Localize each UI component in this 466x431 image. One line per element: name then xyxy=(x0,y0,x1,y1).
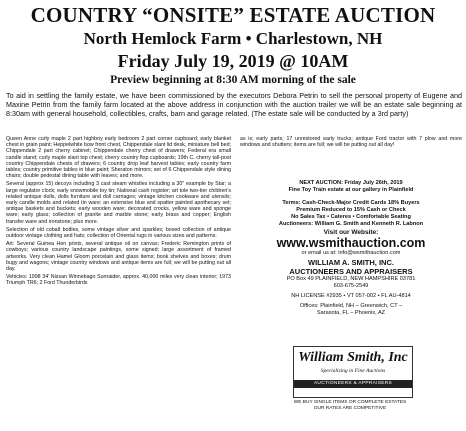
footer-line-1: WE BUY SINGLE ITEMS OR COMPLETE ESTATES xyxy=(293,400,407,405)
offices-line-2: Sarasota, FL – Phoenix, AZ xyxy=(316,310,386,316)
art-paragraph: Art: Several Guinea Hen prints, several antique oil on canvas; Frederic Remington prints of cowboys; various country landscape paintings, some signed; large assortment of framed artworks. Very clean Hamel Gloom porcelain and glass items; book shelves and boxes; drum bugy and wagons; vintage country windows and antique items are full; we will be putting out all day. xyxy=(6,241,231,273)
vehicles-paragraph: Vehicles: 1998 34' Nissan Winnebago Sunraider, approx. 40,000 miles very clean interior; 1973 Triumph TR6; 2 Ford Thunderbirds xyxy=(6,274,231,287)
website-label: Visit our Website: xyxy=(323,229,379,236)
company-name: WILLIAM A. SMITH, INC. xyxy=(308,258,394,267)
logo-name: William Smith, Inc xyxy=(298,350,408,365)
logo-band: AUCTIONEERS & APPRAISERS xyxy=(294,380,412,388)
terms-line-2: Premium Reduced to 15% Cash or Check xyxy=(296,207,406,213)
decoys-paragraph: Several (approx 15) decoys including 3 cast steam whistles including a 30" example by Star; a large regulator clock; early snowmobile toy tin; National cash register; art tole two-tier children's related antique dolls, dolls furniture and doll carriages; vintage kitchen cookware and utensils; early candle molds and related tin ware; an extensive blue and spatter painted apothecary set; antique baskets and buckets; early wooden ware; decorated crocks, yellow ware and sponge ware; early glass; collection of granite and marble stone; early brass and copper; English transfer ware and ironstone; plus more. xyxy=(6,181,231,225)
company-logo xyxy=(293,346,413,398)
website-link[interactable]: www.wsmithauction.com xyxy=(276,236,426,250)
intro-paragraph: To aid in settling the family estate, we have been commissioned by the executors Debora Petrin to sell the personal property of Eugene and Maxine Petrin from the family farm located at the above address in conjunction with the auction trailer we will be an estate sale beginning at 8:30am with general household, collectibles, crafts, barn and garage related. (The estate sale will be conducted by a 3rd party) xyxy=(6,91,462,118)
auction-info-block xyxy=(240,180,462,317)
furniture-paragraph: Queen Anne curly maple 2 part highboy early bedroom 2 part corner cupboard; early blanket chest in grain paint; Heppelwhite bow front chest, Chippendale slant lid desk, miniature bell bed; Chippendale 2 part cherry cabinet; Chippendale cherry chest of drawers; Federal era small candle stand; curly maple slant top chest; cherry country flop cupboards; 19th C. cherry tall-post country Chippendale chests of drawers; 6 country drop leaf harvest tables; early country farm tables; country primitive tables in blue paint; Sheraton mirrors; set of 6 Chippendale style dining chairs; double pedestal dining table with leaves; and more. xyxy=(6,136,231,180)
footer-line-2: OUR RATES ARE COMPETITIVE xyxy=(313,406,387,411)
preview-time: Preview beginning at 8:30 AM morning of the sale xyxy=(110,74,356,86)
company-address: PO Box 49 PLAINFIELD, NEW HAMPSHIRE 03781 xyxy=(286,276,416,282)
vehicles-continued: as is; early parts; 17 unrestored early trucks; antique Ford tractor with 7 plow and more windows and shutters; items are full; we will be putting out all day! xyxy=(240,136,462,149)
company-phone: 603-675-2549 xyxy=(333,283,369,289)
license-line: NH LICENSE #2935 • VT 057-002 • FL AU-4814 xyxy=(291,293,411,299)
company-subtitle: AUCTIONEERS AND APPRAISERS xyxy=(289,266,413,276)
next-auction-heading: NEXT AUCTION: Friday July 26th, 2019 xyxy=(299,180,403,186)
next-auction-detail: Fine Toy Train estate at our gallery in Plainfield xyxy=(288,187,414,193)
footer-note xyxy=(265,400,435,412)
item-listing-column xyxy=(6,136,231,428)
auction-location: North Hemlock Farm • Charlestown, NH xyxy=(83,29,383,48)
auctioneers-line: Auctioneers: William G. Smith and Kenneth R. Labnon xyxy=(278,221,424,227)
terms-line-3: No Sales Tax • Cateres • Comfortable Seating xyxy=(291,214,411,220)
offices-line-1: Offices: Plainfield, NH – Greenwich, CT – xyxy=(299,303,403,309)
logo-tagline: Specializing in Fine Auctions xyxy=(320,368,386,374)
terms-line-1: Terms: Cash-Check-Major Credit Cards 18% Buyers xyxy=(282,200,420,206)
selection-paragraph: Selection of old cobalt bottles, some vintage silver and sparkles; boxed collection of antique outdoor vintage clothing and hats; collection of Oriental rugs in various sizes and patterns. xyxy=(6,226,231,240)
auction-title: COUNTRY “ONSITE” ESTATE AUCTION xyxy=(30,3,436,27)
auction-date: Friday July 19, 2019 @ 10AM xyxy=(117,51,349,71)
email-line[interactable]: or email us at: info@wsmithauction.com xyxy=(301,250,401,256)
